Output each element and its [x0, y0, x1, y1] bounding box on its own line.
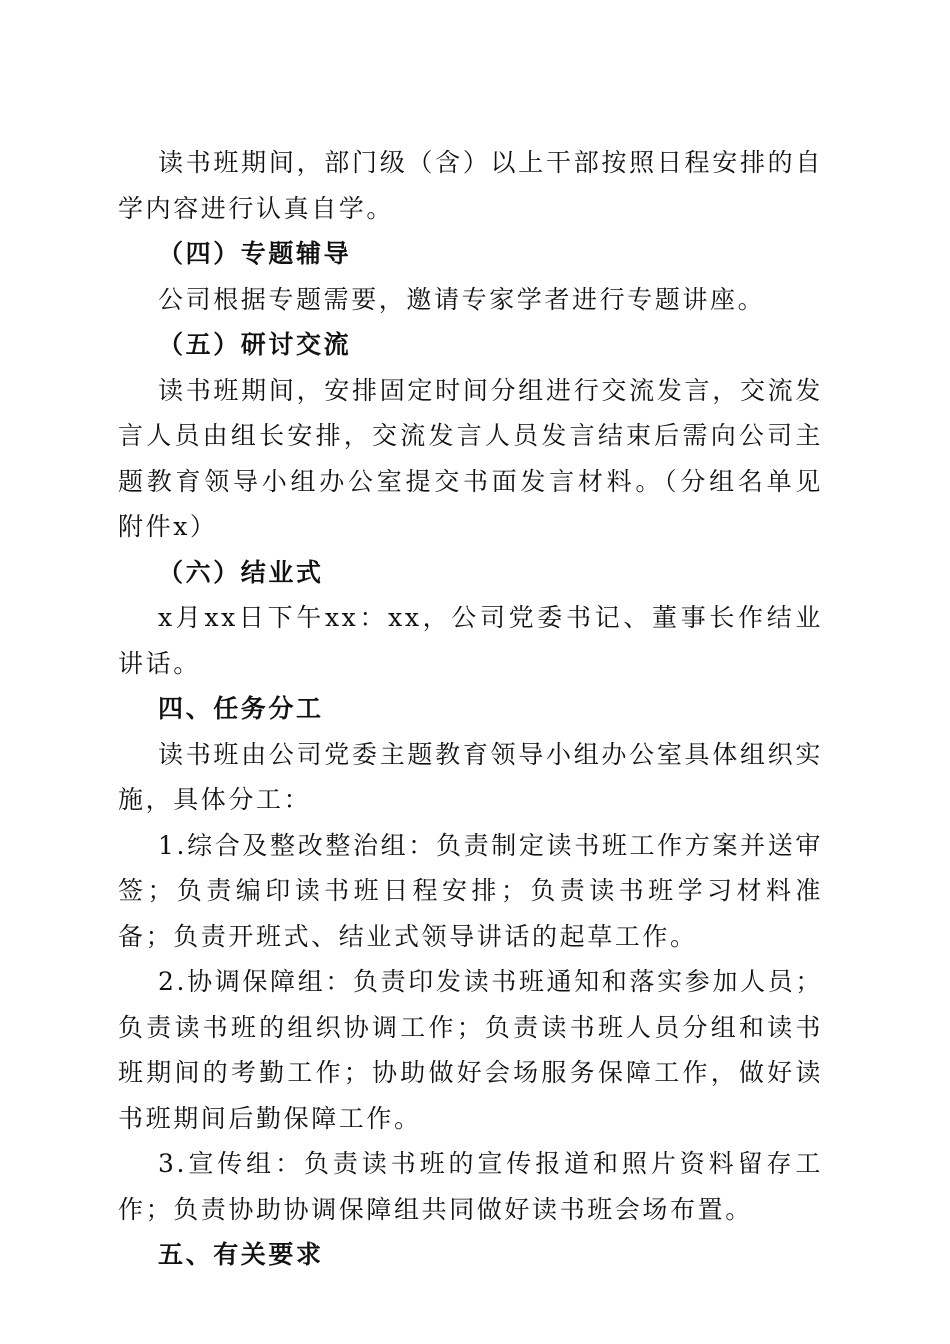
paragraph-task-group-2: 2.协调保障组：负责印发读书班通知和落实参加人员；负责读书班的组织协调工作；负责读书班人员分组和读书班期间的考勤工作；协助做好会场服务保障工作，做好读书班期间后勤保障工作。	[118, 967, 823, 1133]
subheading-special-tutoring: （四）专题辅导	[158, 239, 352, 268]
section-heading-requirements: 五、有关要求	[158, 1240, 324, 1269]
paragraph-task-division-intro: 读书班由公司党委主题教育领导小组办公室具体组织实施，具体分工：	[118, 739, 823, 814]
section-heading-task-division: 四、任务分工	[158, 694, 324, 723]
paragraph-closing-ceremony: x月xx日下午xx：xx，公司党委书记、董事长作结业讲话。	[118, 603, 823, 678]
document-body	[118, 140, 823, 1278]
paragraph-self-study: 读书班期间，部门级（含）以上干部按照日程安排的自学内容进行认真自学。	[118, 148, 823, 223]
subheading-closing-ceremony: （六）结业式	[158, 557, 324, 587]
subheading-discussion: （五）研讨交流	[158, 330, 352, 359]
paragraph-task-group-3: 3.宣传组：负责读书班的宣传报道和照片资料留存工作；负责协助协调保障组共同做好读书班会场布置。	[118, 1149, 823, 1224]
paragraph-task-group-1: 1.综合及整改整治组：负责制定读书班工作方案并送审签；负责编印读书班日程安排；负责读书班学习材料准备；负责开班式、结业式领导讲话的起草工作。	[118, 830, 823, 951]
paragraph-special-tutoring: 公司根据专题需要，邀请专家学者进行专题讲座。	[158, 284, 766, 314]
paragraph-discussion: 读书班期间，安排固定时间分组进行交流发言，交流发言人员由组长安排，交流发言人员发言结束后需向公司主题教育领导小组办公室提交书面发言材料。（分组名单见附件x）	[118, 375, 823, 541]
